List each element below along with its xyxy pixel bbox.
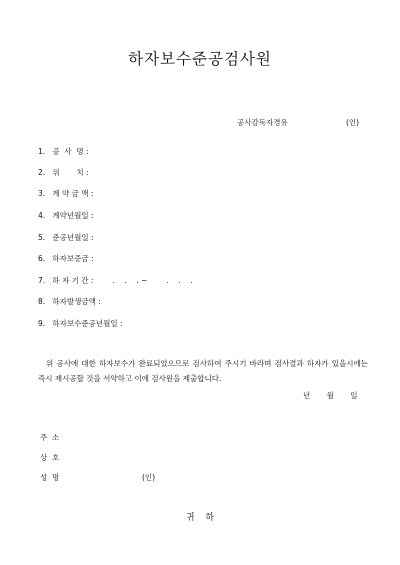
address-field (40, 432, 100, 443)
address-label: 주 소 (40, 433, 60, 442)
item-number: 9. (38, 319, 46, 328)
list-item (38, 146, 89, 157)
item-label: 계 약 금 액 : (52, 189, 94, 198)
item-number: 4. (38, 211, 46, 220)
item-number: 6. (38, 254, 46, 263)
date-line: 년 월 일 (303, 391, 358, 400)
name-label: 성 명 (40, 473, 60, 482)
recipient-line: 귀 하 (185, 513, 215, 523)
item-label: 계약년월일 : (52, 211, 94, 220)
item-number: 5. (38, 233, 46, 242)
list-item (38, 318, 123, 329)
list-item (38, 210, 94, 221)
item-label: 준공년월일 : (52, 233, 94, 242)
seal-mark-top: (인) (346, 118, 360, 127)
list-item (38, 232, 94, 243)
item-label: 하자발생금액 : (52, 297, 101, 306)
company-field (40, 452, 100, 463)
applicant-label: 공사감독자경유 (237, 118, 288, 127)
document-title: 하자보수준공검사원 (128, 50, 272, 68)
list-item (38, 167, 88, 178)
item-number: 8. (38, 297, 46, 306)
list-item (38, 188, 93, 199)
item-number: 7. (38, 276, 46, 285)
item-number: 1. (38, 147, 46, 156)
seal-mark-bottom: (인) (142, 473, 156, 482)
item-number: 2. (38, 168, 46, 177)
list-item (38, 253, 94, 264)
list-item (38, 296, 101, 307)
pledge-text: 위 공사에 대한 하자보수가 완료되었으므로 검사하여 주시기 바라며 검사결과 하자가 있을시에는 즉시 재시공할 것을 서약하고 이에 검사원을 제출합니다. (38, 359, 368, 383)
item-label: 하 자 기 간 : . . . ~ . . . (52, 276, 193, 285)
company-label: 상 호 (40, 453, 60, 462)
pledge-paragraph (38, 356, 368, 386)
name-field (40, 472, 100, 483)
item-number: 3. (38, 189, 46, 198)
item-label: 위 치 : (52, 168, 89, 177)
list-item (38, 275, 193, 286)
item-label: 하자보수준공년월일 : (52, 319, 123, 328)
item-label: 하자보증금 : (52, 254, 94, 263)
item-label: 공 사 명 : (52, 147, 89, 156)
